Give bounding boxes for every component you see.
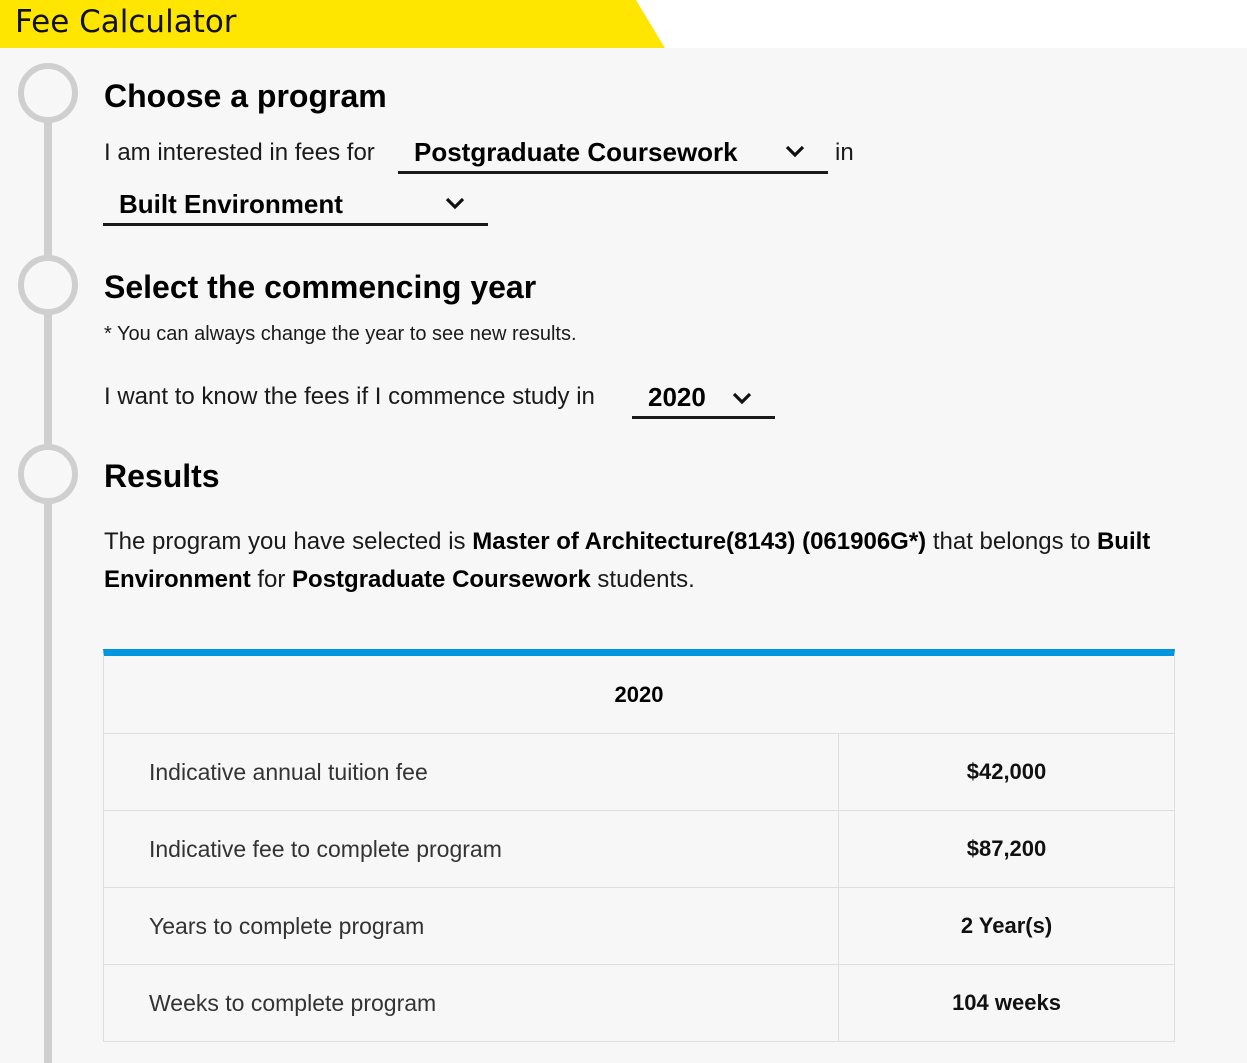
- year-select[interactable]: [632, 379, 775, 419]
- selected-program-type: Postgraduate Coursework: [292, 566, 591, 593]
- chevron-down-icon: [442, 190, 468, 216]
- step-3-circle-icon: [18, 444, 78, 504]
- step-2-circle-icon: [18, 255, 78, 315]
- row-value: $87,200: [966, 836, 1047, 861]
- fee-table: [103, 649, 1175, 1042]
- row-label: Years to complete program: [104, 888, 839, 964]
- connector-text: in: [835, 139, 854, 166]
- year-prefix-text: I want to know the fees if I commence study in: [104, 383, 595, 410]
- year-note: * You can always change the year to see new results.: [104, 323, 577, 345]
- table-row: [104, 888, 1174, 965]
- program-type-select[interactable]: [398, 134, 828, 174]
- selected-faculty: Built Environment: [104, 528, 1151, 593]
- faculty-select[interactable]: [103, 186, 488, 226]
- selected-program: Master of Architecture(8143) (061906G*): [472, 528, 927, 555]
- row-value: 104 weeks: [952, 990, 1061, 1015]
- chevron-down-icon: [782, 138, 808, 164]
- year-value: 2020: [648, 382, 706, 412]
- row-label: Indicative annual tuition fee: [104, 734, 839, 810]
- faculty-value: Built Environment: [119, 189, 343, 219]
- step-1-heading: Choose a program: [104, 78, 387, 114]
- results-summary: The program you have selected is Master of Architecture(8143) (061906G*) that belongs to Built Environment for Postgraduate Coursework students.: [104, 528, 1151, 593]
- fee-table-year-header: 2020: [104, 656, 1174, 734]
- program-type-value: Postgraduate Coursework: [414, 137, 738, 167]
- table-row: [104, 734, 1174, 811]
- step-2-heading: Select the commencing year: [104, 269, 537, 305]
- table-row: [104, 965, 1174, 1042]
- row-label: Weeks to complete program: [104, 965, 839, 1041]
- page-title: Fee Calculator: [15, 4, 237, 40]
- chevron-down-icon: [729, 385, 755, 411]
- row-label: Indicative fee to complete program: [104, 811, 839, 887]
- row-value: $42,000: [966, 759, 1047, 784]
- step-1-circle-icon: [18, 63, 78, 123]
- step-3-heading: Results: [104, 458, 220, 494]
- table-row: [104, 811, 1174, 888]
- row-value: 2 Year(s): [960, 913, 1053, 938]
- progress-rail: [44, 96, 52, 1063]
- program-prefix-text: I am interested in fees for: [104, 139, 375, 166]
